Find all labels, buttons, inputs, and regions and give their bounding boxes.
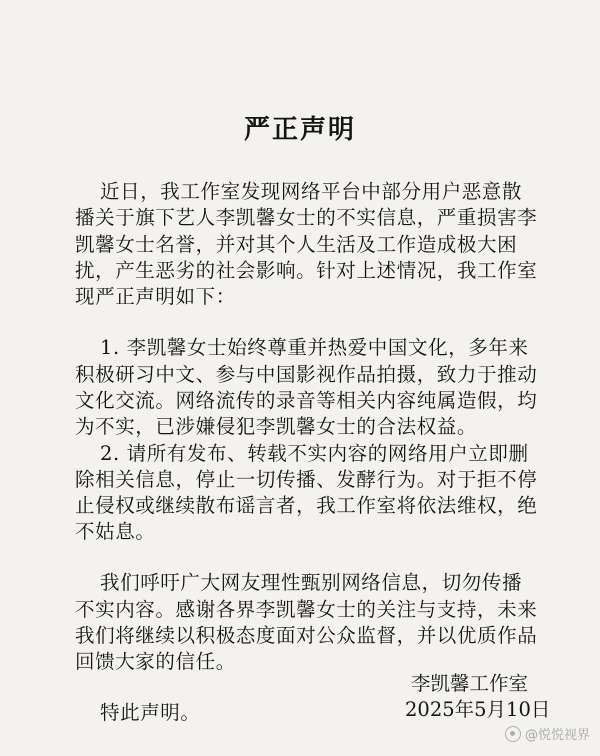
text-line: 止侵权或继续散布谣言者，我工作室将依法维权，绝 [75, 494, 538, 517]
text-line: 现严正声明如下： [75, 285, 236, 308]
text-line: 我们将继续以积极态度面对公众监督，并以优质作品 [75, 624, 538, 647]
text-line: 文化交流。网络流传的录音等相关内容纯属造假，均 [75, 389, 538, 412]
signature: 李凯馨工作室 [411, 672, 529, 695]
text-line: 2. 请所有发布、转载不实内容的网络用户立即删 [100, 442, 529, 465]
text-line: 近日，我工作室发现网络平台中部分用户恶意散 [100, 180, 523, 203]
text-line: 回馈大家的信任。 [75, 650, 236, 673]
text-line: 为不实，已涉嫌侵犯李凯馨女士的合法权益。 [75, 415, 478, 438]
circle-logo-icon [505, 726, 521, 742]
closing-text: 特此声明。 [100, 701, 201, 724]
text-line: 除相关信息，停止一切传播、发酵行为。对于拒不停 [75, 468, 538, 491]
text-line: 不姑息。 [75, 520, 156, 543]
text-line: 我们呼吁广大网友理性甄别网络信息，切勿传播 [100, 571, 523, 594]
statement-date: 2025年5月10日 [405, 698, 551, 721]
text-line: 不实内容。感谢各界李凯馨女士的关注与支持，未来 [75, 598, 538, 621]
text-line: 凯馨女士名誉，并对其个人生活及工作造成极大困 [75, 233, 518, 256]
text-line: 扰，产生恶劣的社会影响。针对上述情况，我工作室 [75, 259, 538, 282]
text-line: 播关于旗下艺人李凯馨女士的不实信息，严重损害李 [75, 206, 538, 229]
text-line: 1. 李凯馨女士始终尊重并热爱中国文化，多年来 [100, 336, 529, 359]
text-line: 积极研习中文、参与中国影视作品拍摄，致力于推动 [75, 363, 538, 386]
watermark-text: @悦悦视界 [524, 728, 590, 743]
statement-title: 严正声明 [243, 115, 356, 145]
watermark [505, 724, 590, 743]
